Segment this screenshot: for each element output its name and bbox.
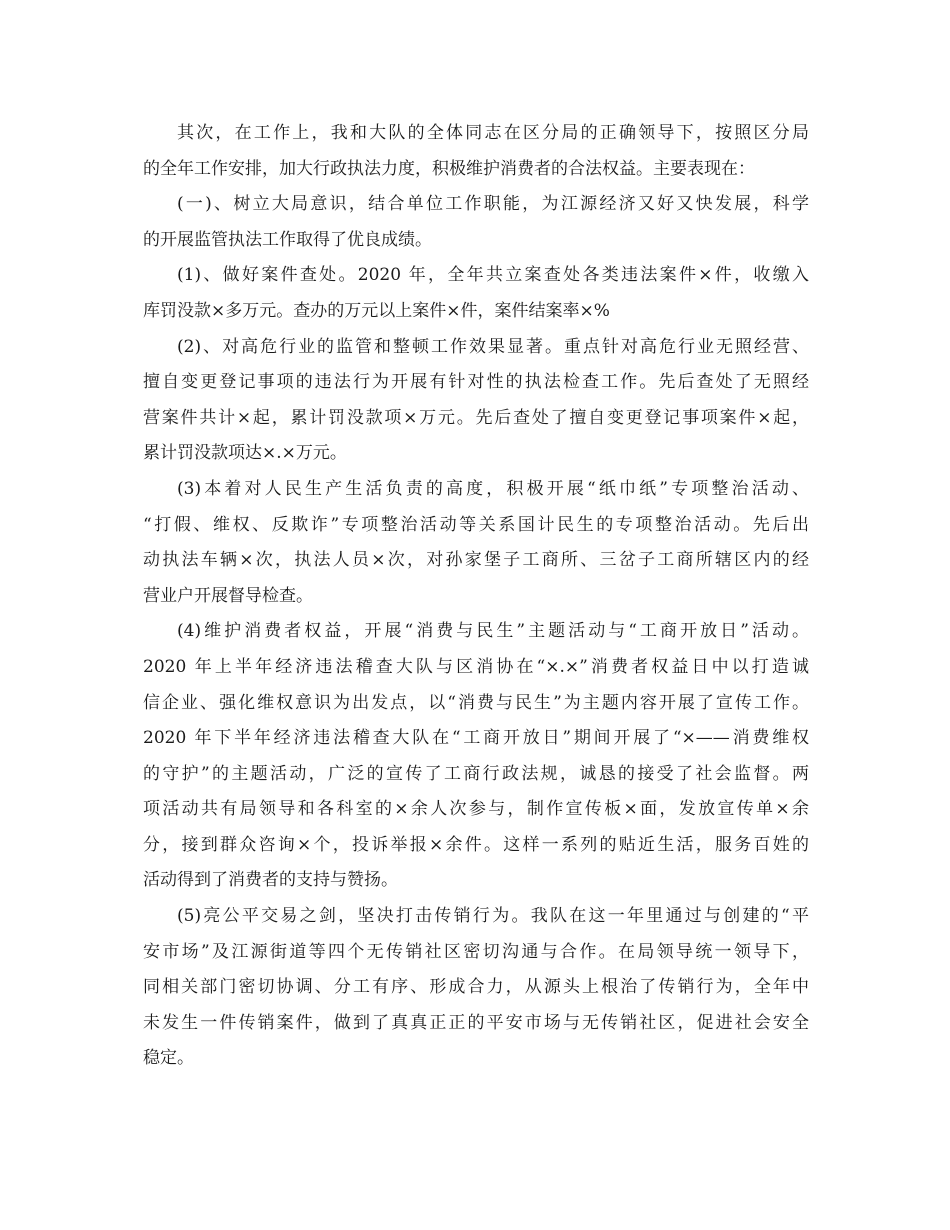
text-line: 库罚没款×多万元。查办的万元以上案件×件，案件结案率×% xyxy=(143,300,610,321)
text-line: 信企业、强化维权意识为出发点，以“消费与民生”为主题内容开展了宣传工作。 xyxy=(143,692,809,713)
text-line: 的开展监管执法工作取得了优良成绩。 xyxy=(143,229,432,250)
text-line: 稳定。 xyxy=(143,1048,194,1069)
text-line: 其次，在工作上，我和大队的全体同志在区分局的正确领导下，按照区分局 xyxy=(177,123,809,143)
paragraph xyxy=(143,330,809,472)
text-line: (3)本着对人民生产生活负责的高度，积极开展“纸巾纸”专项整治活动、 xyxy=(177,478,809,499)
text-line: 2020 年上半年经济违法稽查大队与区消协在“×.×”消费者权益日中以打造诚 xyxy=(143,656,809,677)
text-line: 2020 年下半年经济违法稽查大队在“工商开放日”期间开展了“×——消费维权 xyxy=(143,728,809,749)
text-line: 动执法车辆×次，执法人员×次，对孙家堡子工商所、三岔子工商所辖区内的经 xyxy=(143,550,809,571)
document-body xyxy=(143,116,809,1077)
paragraph xyxy=(143,187,809,258)
text-line: 同相关部门密切协调、分工有序、形成合力，从源头上根治了传销行为，全年中 xyxy=(143,977,809,998)
text-line: 营业户开展督导检查。 xyxy=(143,585,313,606)
paragraph xyxy=(143,258,809,329)
paragraph xyxy=(143,116,809,187)
text-line: (一)、树立大局意识，结合单位工作职能，为江源经济又好又快发展，科学 xyxy=(177,194,809,215)
paragraph xyxy=(143,614,809,899)
paragraph xyxy=(143,899,809,1077)
text-line: 擅自变更登记事项的违法行为开展有针对性的执法检查工作。先后查处了无照经 xyxy=(143,372,809,393)
text-line: (5)亮公平交易之剑，坚决打击传销行为。我队在这一年里通过与创建的“平 xyxy=(177,906,809,927)
text-line: “打假、维权、反欺诈”专项整治活动等关系国计民生的专项整治活动。先后出 xyxy=(143,514,809,535)
text-line: 项活动共有局领导和各科室的×余人次参与，制作宣传板×面，发放宣传单×余 xyxy=(143,799,809,820)
text-line: (1)、做好案件查处。2020 年，全年共立案查处各类违法案件×件，收缴入 xyxy=(177,265,809,286)
text-line: (4)维护消费者权益，开展“消费与民生”主题活动与“工商开放日”活动。 xyxy=(177,621,809,642)
paragraph xyxy=(143,472,809,614)
text-line: 营案件共计×起，累计罚没款项×万元。先后查处了擅自变更登记事项案件×起， xyxy=(143,407,809,428)
text-line: 的守护”的主题活动，广泛的宣传了工商行政法规，诚恳的接受了社会监督。两 xyxy=(143,763,809,784)
text-line: 未发生一件传销案件，做到了真真正正的平安市场与无传销社区，促进社会安全 xyxy=(143,1012,809,1033)
text-line: 的全年工作安排，加大行政执法力度，积极维护消费者的合法权益。主要表现在： xyxy=(143,158,755,179)
text-line: 安市场”及江源街道等四个无传销社区密切沟通与合作。在局领导统一领导下， xyxy=(143,941,809,962)
text-line: (2)、对高危行业的监管和整顿工作效果显著。重点针对高危行业无照经营、 xyxy=(177,336,809,357)
text-line: 分，接到群众咨询×个，投诉举报×余件。这样一系列的贴近生活，服务百姓的 xyxy=(143,834,809,855)
text-line: 活动得到了消费者的支持与赞扬。 xyxy=(143,870,398,891)
text-line: 累计罚没款项达×.×万元。 xyxy=(143,443,347,464)
